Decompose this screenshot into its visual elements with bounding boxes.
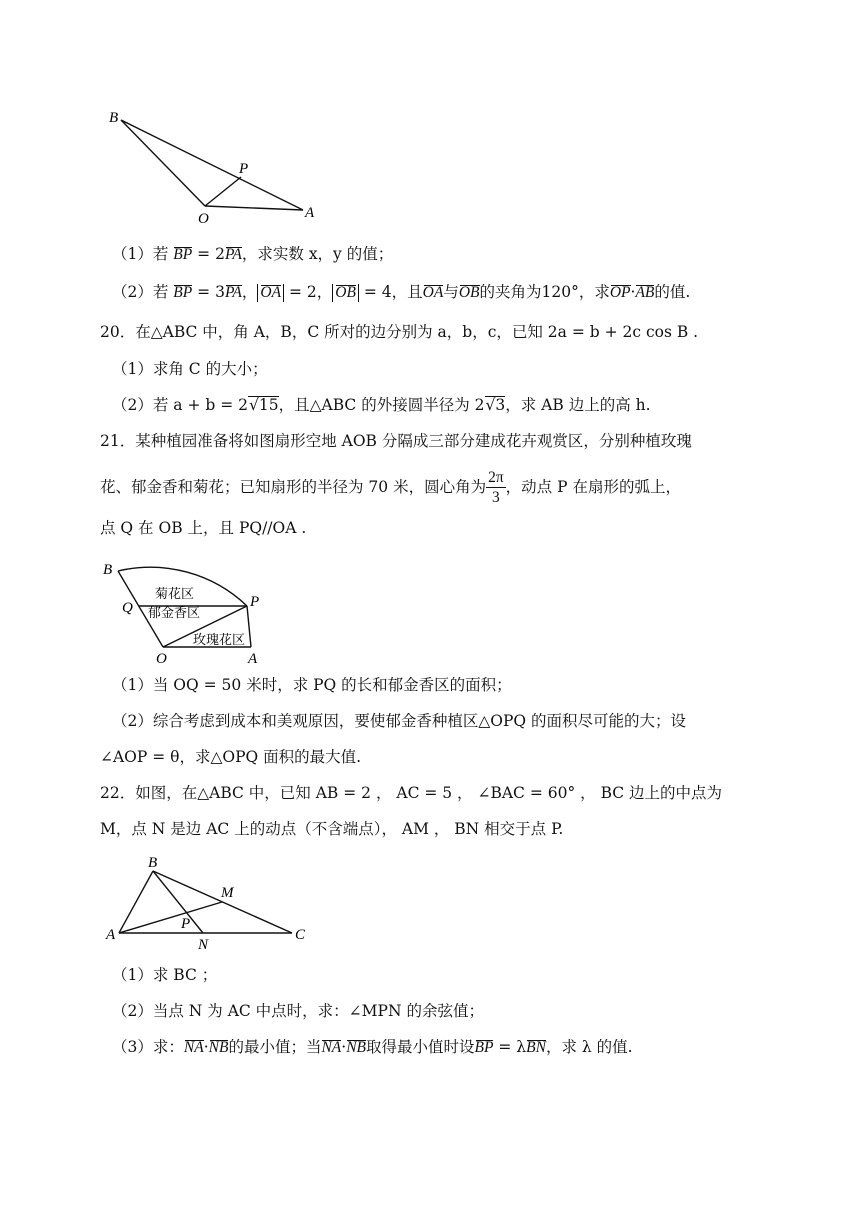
- q21-stem-line2: 花、郁金香和菊花；已知扇形的半径为 70 米，圆心角为 $\frac{2\pi}{3}$ ，动点 P 在扇形的弧上，: [100, 469, 681, 507]
- zone-label-chrysanthemum: 菊花区: [155, 586, 195, 601]
- zone-label-rose: 玫瑰花区: [193, 632, 246, 647]
- fraction-2pi-3: $\frac{2\pi}{3}$: [488, 469, 504, 507]
- q22-part3: （3）求：NA·NB的最小值；当NA·NB取得最小值时设BP = λBN，求 λ 的值.: [112, 1038, 633, 1056]
- q21-part2-line1: （2）综合考虑到成本和美观原因，要使郁金香种植区△OPQ 的面积尽可能的大；设: [112, 712, 687, 730]
- label-B: B: [103, 562, 113, 578]
- q21-part2-line2: ∠AOP = θ，求△OPQ 面积的最大值.: [100, 748, 362, 766]
- label-A: A: [106, 927, 116, 943]
- label-M: M: [221, 885, 234, 901]
- q21-stem-line1: 21．某种植园准备将如图扇形空地 AOB 分隔成三部分建成花卉观赏区，分别种植玫瑰: [100, 432, 692, 450]
- sector-figure-21: [100, 554, 270, 669]
- label-A: A: [305, 205, 315, 221]
- q20-part2: （2）若 a + b = 2√15，且△ABC 的外接圆半径为 2√3，求 AB 边上的高 h.: [112, 396, 651, 414]
- q22-stem-line2: M，点 N 是边 AC 上的动点（不含端点）， AM ， BN 相交于点 P.: [100, 820, 564, 838]
- q19-part2: （2）若 BP = 3PA， OA = 2， OB = 4，且OA与OB的夹角为120°，求OP·AB的值.: [112, 283, 691, 301]
- label-P: P: [181, 916, 191, 932]
- q22-part1: （1）求 BC ；: [112, 966, 218, 984]
- q20-part1: （1）求角 C 的大小；: [112, 360, 268, 378]
- label-P: P: [250, 594, 260, 610]
- label-N: N: [198, 937, 209, 952]
- label-C: C: [295, 927, 306, 943]
- label-Q: Q: [122, 600, 133, 616]
- label-P: P: [239, 161, 249, 177]
- q21-part1: （1）当 OQ = 50 米时，求 PQ 的长和郁金香区的面积；: [112, 676, 512, 694]
- label-O: O: [198, 211, 209, 227]
- label-B: B: [148, 855, 158, 871]
- q19-part1: （1）若 BP = 2PA，求实数 x，y 的值；: [112, 245, 394, 263]
- q21-stem-line3: 点 Q 在 OB 上，且 PQ//OA .: [100, 519, 307, 537]
- q20-stem: 20．在△ABC 中，角 A，B，C 所对的边分别为 a，b，c，已知 2a = b + 2c cos B .: [100, 323, 699, 341]
- triangle-figure-22: [100, 852, 320, 952]
- label-B: B: [109, 110, 119, 126]
- label-A: A: [248, 651, 258, 667]
- zone-label-tulip: 郁金香区: [148, 605, 201, 620]
- q22-stem-line1: 22．如图，在△ABC 中，已知 AB = 2 ， AC = 5 ， ∠BAC = 60° ， BC 边上的中点为: [100, 784, 723, 802]
- label-O: O: [156, 651, 167, 667]
- triangle-figure-19: [100, 102, 330, 232]
- q22-part2: （2）当点 N 为 AC 中点时，求：∠MPN 的余弦值；: [112, 1002, 484, 1020]
